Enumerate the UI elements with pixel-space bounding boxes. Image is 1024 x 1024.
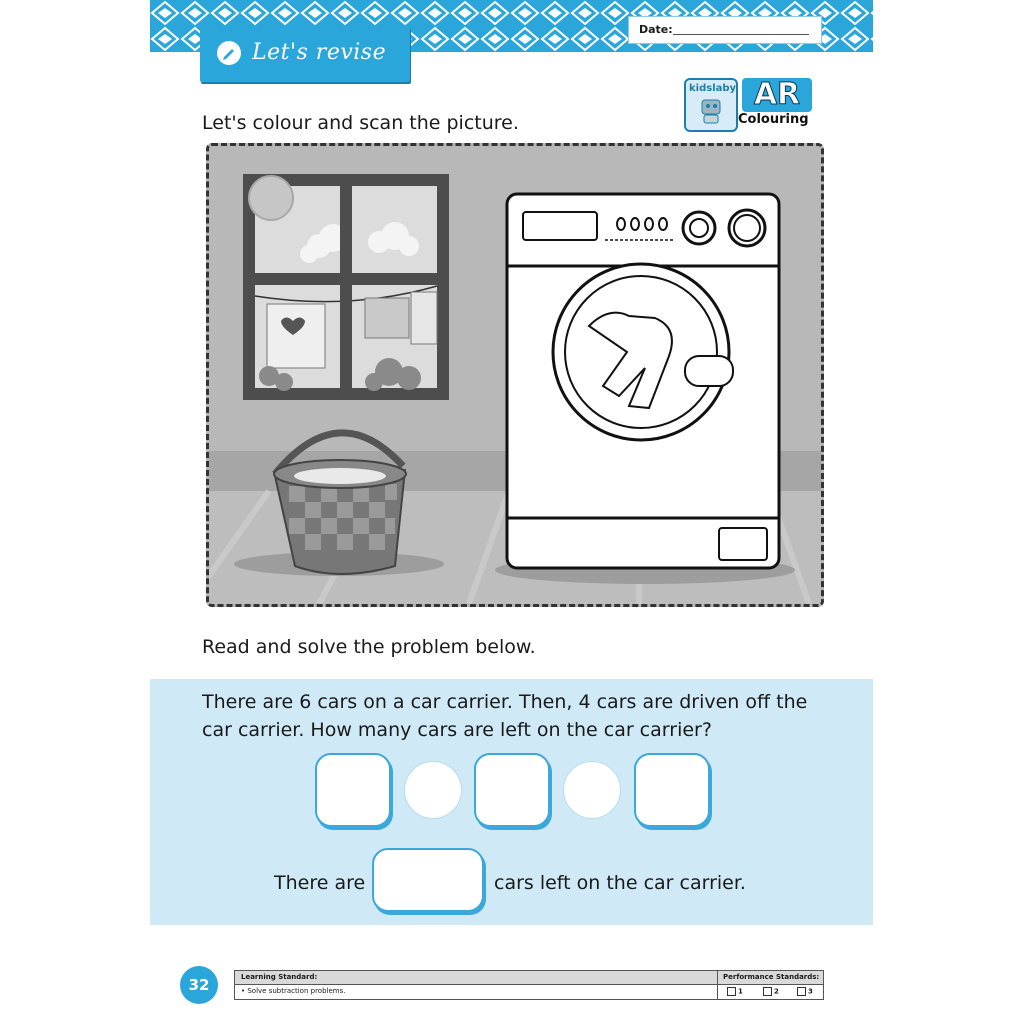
level-checkbox-1[interactable]: 1 [727, 987, 743, 996]
section-title: Let's revise [252, 40, 387, 65]
answer-suffix: cars left on the car carrier. [494, 872, 746, 894]
checkbox-icon [797, 987, 806, 996]
colouring-picture[interactable] [206, 143, 824, 607]
learning-standard-label: Learning Standard: [241, 973, 318, 981]
checkbox-icon [763, 987, 772, 996]
number-box-2[interactable] [474, 753, 550, 827]
date-field[interactable] [628, 16, 822, 44]
standards-table [234, 970, 824, 1000]
operator-circle-1[interactable] [404, 761, 462, 819]
ar-subtitle: Colouring [738, 112, 809, 127]
date-line [673, 34, 809, 35]
pencil-badge-icon [216, 40, 242, 66]
window-icon [243, 174, 449, 400]
ar-colouring-logo [684, 78, 814, 134]
learning-standard-text: • Solve subtraction problems. [241, 987, 346, 995]
ar-badge: AR [742, 78, 812, 112]
washing-machine-icon [507, 194, 779, 568]
word-problem-text: There are 6 cars on a car carrier. Then, 4 cars are driven off the car carrier. How many cars are left on the car carrier? [202, 691, 808, 741]
performance-standards-label: Performance Standards: [723, 973, 820, 981]
worksheet-page [150, 0, 873, 1024]
sun-icon [249, 176, 293, 220]
checkbox-icon [727, 987, 736, 996]
number-box-3[interactable] [634, 753, 710, 827]
number-box-1[interactable] [315, 753, 391, 827]
footer [180, 964, 830, 1004]
level-checkbox-3[interactable]: 3 [797, 987, 813, 996]
date-label: Date: [639, 23, 673, 36]
kidslaby-text: kidslaby [689, 83, 737, 94]
colour-instruction: Let's colour and scan the picture. [202, 112, 519, 134]
problem-instruction: Read and solve the problem below. [202, 636, 536, 658]
answer-box[interactable] [372, 848, 484, 912]
kidslaby-logo [684, 78, 738, 132]
answer-prefix: There are [274, 872, 366, 894]
page-number: 32 [180, 966, 218, 1004]
section-tab [200, 26, 410, 82]
level-checkbox-2[interactable]: 2 [763, 987, 779, 996]
operator-circle-2[interactable] [563, 761, 621, 819]
robot-icon [688, 82, 737, 128]
